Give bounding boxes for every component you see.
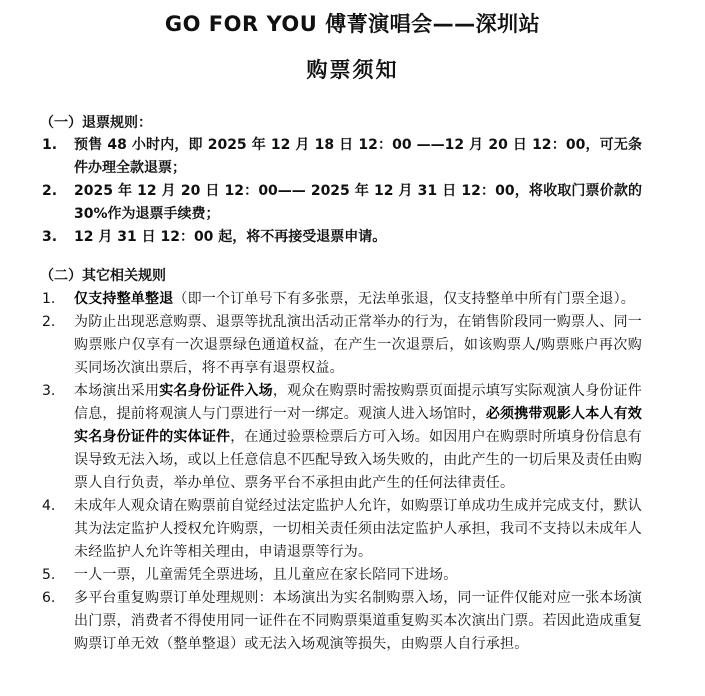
item-text: 2025 年 12 月 20 日 12：00—— 2025 年 12 月 31 日 12：00，将收取门票价款的 30%作为退票手续费； [74, 183, 642, 222]
body-text: 为防止出现恶意购票、退票等扰乱演出活动正常举办的行为，在销售阶段同一购票人、同一购票账户仅享有一次退票绿色通道权益，在产生一次退票后，如该购票人/购票账户再次购买同场次演出票后，将不再享有退票权益。 [74, 314, 642, 376]
body-text: 本场演出采用 [74, 383, 160, 399]
list-item [42, 311, 642, 380]
body-text: 多平台重复购票订单处理规则：本场演出为实名制购票入场，同一证件仅能对应一张本场演出门票，消费者不得使用同一证件在不同购票渠道重复购买本次演出门票。若因此造成重复购票订单无效（整单整退）或无法入场观演等损失，由购票人自行承担。 [74, 590, 642, 652]
item-number: 3. [42, 383, 56, 399]
item-number: 2. [42, 314, 56, 330]
list-item [42, 180, 642, 226]
body-text: 一人一票，儿童需凭全票进场，且儿童应在家长陪同下进场。 [74, 567, 458, 583]
body-text: 未成年人观众请在购票前自觉经过法定监护人允许，如购票订单成功生成并完成支付，默认其为法定监护人授权允许购票，一切相关责任须由法定监护人承担，我司不支持以未成年人未经监护人允许等相关理由，申请退票等行为。 [74, 498, 642, 560]
list-item [42, 134, 642, 180]
list-item [42, 226, 642, 249]
item-text: 预售 48 小时内，即 2025 年 12 月 18 日 12：00 ——12 月 20 日 12：00，可无条件办理全款退票； [74, 137, 642, 176]
list-item [42, 380, 642, 495]
body-text: ，观众在购票时需按购票页面提示填写实际观演人身份证件信息，提前将观演人与门票进行一对一绑定。观演人进入场馆时， [74, 383, 643, 422]
item-text [74, 380, 642, 495]
list-item [42, 288, 642, 311]
document-subtitle: 购票须知 [306, 58, 399, 82]
item-text: 12 月 31 日 12：00 起，将不再接受退票申请。 [74, 229, 387, 245]
other-rules-list [42, 288, 642, 656]
item-number: 1. [42, 137, 58, 153]
item-number: 5. [42, 567, 56, 583]
item-text [74, 311, 642, 380]
body-text: （即一个订单号下有多张票，无法单张退，仅支持整单中所有门票全退）。 [173, 291, 636, 307]
item-number: 3. [42, 229, 58, 245]
item-text [74, 587, 642, 656]
refund-rules-list [42, 134, 642, 249]
list-item [42, 564, 642, 587]
item-text [74, 564, 642, 587]
item-number: 1. [42, 291, 56, 307]
emphasis-text: 仅支持整单整退 [74, 291, 174, 307]
item-number: 6. [42, 590, 56, 606]
item-number: 2. [42, 183, 58, 199]
emphasis-text: 实名身份证件入场 [159, 383, 273, 399]
section-refund-heading: （一）退票规则： [40, 115, 152, 131]
section-other-heading: （二）其它相关规则 [40, 268, 166, 284]
item-text [74, 288, 642, 311]
item-text [74, 495, 642, 564]
list-item [42, 587, 642, 656]
body-text: ，在通过验票检票后方可入场。如因用户在购票时所填身份信息有误导致无法入场，或以上任意信息不匹配导致入场失败的，由此产生的一切后果及责任由购票人自行负责，举办单位、票务平台不承担由此产生的任何法律责任。 [74, 429, 643, 491]
document-title: GO FOR YOU 傅菁演唱会——深圳站 [164, 12, 541, 36]
list-item [42, 495, 642, 564]
emphasis-text: 必须携带观影人本人有效实名身份证件的实体证件 [74, 406, 643, 445]
item-number: 4. [42, 498, 56, 514]
